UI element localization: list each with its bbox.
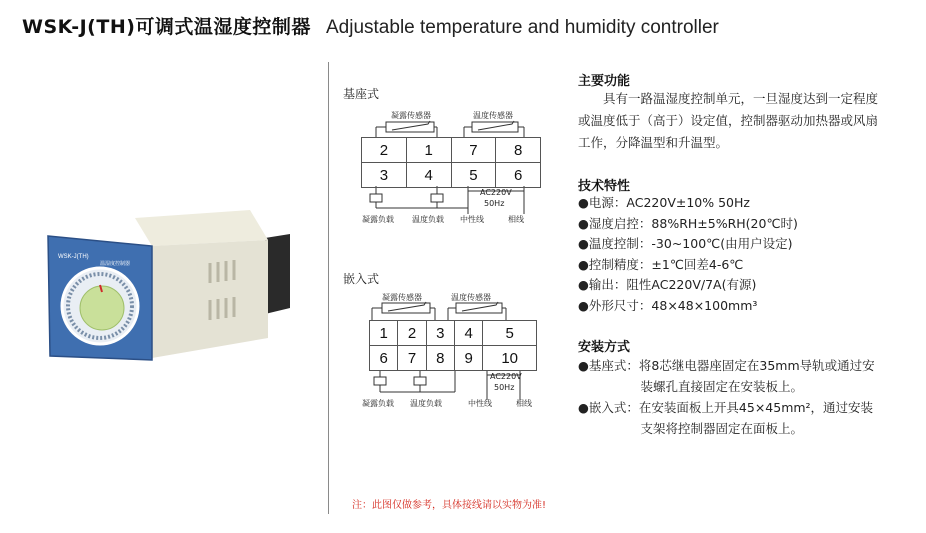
embed-neutral-label: 中性线 — [468, 399, 492, 408]
features-text — [578, 88, 918, 154]
specs-heading: 技术特性 — [578, 179, 631, 194]
base-power-label: AC220V — [480, 188, 512, 197]
reference-note: 注：此图仅做参考，具体接线请以实物为准! — [352, 500, 547, 511]
spec-item: ●外形尺寸：48×48×100mm³ — [578, 297, 758, 313]
base-terminal: 8 — [496, 138, 541, 163]
base-terminal: 6 — [496, 163, 541, 188]
embed-terminal: 6 — [370, 346, 398, 371]
specs-list — [578, 193, 798, 316]
title-english: Adjustable temperature and humidity controller — [326, 17, 719, 38]
base-terminal-grid — [361, 137, 541, 188]
base-terminal: 4 — [406, 163, 451, 188]
embed-terminal: 5 — [483, 321, 537, 346]
install-list — [578, 355, 875, 439]
base-sensor-right-label: 温度传感器 — [473, 111, 513, 120]
embed-live-label: 相线 — [516, 399, 532, 408]
install-heading: 安装方式 — [578, 340, 631, 355]
features-line: 或温度低于（高于）设定值，控制器驱动加热器或风扇 — [578, 113, 879, 128]
spec-item: ●输出：阻性AC220V/7A(有源) — [578, 277, 757, 292]
embed-terminal: 2 — [398, 321, 426, 346]
embed-load-label: 凝露负载 — [362, 399, 394, 408]
spec-item: ●控制精度：±1℃回差4-6℃ — [578, 256, 744, 272]
install-item: 支架将控制器固定在面板上。 — [578, 421, 804, 436]
spec-item: ●电源：AC220V±10% 50Hz — [578, 195, 750, 210]
embed-terminal-grid — [369, 320, 537, 371]
embed-freq-label: 50Hz — [494, 383, 515, 392]
embed-terminal: 10 — [483, 346, 537, 371]
features-line: 具有一路温湿度控制单元，一旦湿度达到一定程度 — [578, 91, 879, 106]
embed-sensor-left-label: 凝露传感器 — [382, 293, 422, 302]
embed-sensor-right-label: 温度传感器 — [451, 293, 491, 302]
embed-load-label: 温度负载 — [410, 399, 442, 408]
install-item: ●嵌入式：在安装面板上开具45×45mm²，通过安装 — [578, 400, 874, 415]
base-terminal: 7 — [451, 138, 496, 163]
diagram-base-title: 基座式 — [343, 87, 380, 101]
diagram-embed-title: 嵌入式 — [343, 272, 380, 286]
base-freq-label: 50Hz — [484, 199, 505, 208]
embed-terminal: 1 — [370, 321, 398, 346]
embed-terminal: 3 — [426, 321, 454, 346]
features-line: 工作，分降温型和升温型。 — [578, 135, 729, 150]
install-item: ●基座式：将8芯继电器座固定在35mm导轨或通过安 — [578, 358, 875, 373]
base-load-label: 凝露负载 — [362, 215, 394, 224]
base-sensor-left-label: 凝露传感器 — [391, 111, 431, 120]
base-terminal: 1 — [406, 138, 451, 163]
embed-terminal: 7 — [398, 346, 426, 371]
product-face-label: 温湿度控制器 — [100, 261, 131, 267]
title-chinese: WSK-J(TH)可调式温湿度控制器 — [22, 16, 311, 38]
base-live-label: 相线 — [508, 215, 524, 224]
product-model-label: WSK-J(TH) — [58, 254, 89, 260]
base-load-label: 温度负载 — [412, 215, 444, 224]
base-terminal: 3 — [362, 163, 407, 188]
base-neutral-label: 中性线 — [460, 215, 484, 224]
embed-terminal: 9 — [454, 346, 482, 371]
embed-power-label: AC220V — [490, 372, 522, 381]
base-terminal: 5 — [451, 163, 496, 188]
install-item: 装螺孔直接固定在安装板上。 — [578, 379, 804, 394]
spec-item: ●温度控制：-30~100℃(由用户设定) — [578, 236, 793, 251]
embed-terminal: 8 — [426, 346, 454, 371]
features-heading: 主要功能 — [578, 74, 631, 89]
embed-terminal: 4 — [454, 321, 482, 346]
spec-item: ●湿度启控：88%RH±5%RH(20℃时) — [578, 215, 798, 231]
base-terminal: 2 — [362, 138, 407, 163]
